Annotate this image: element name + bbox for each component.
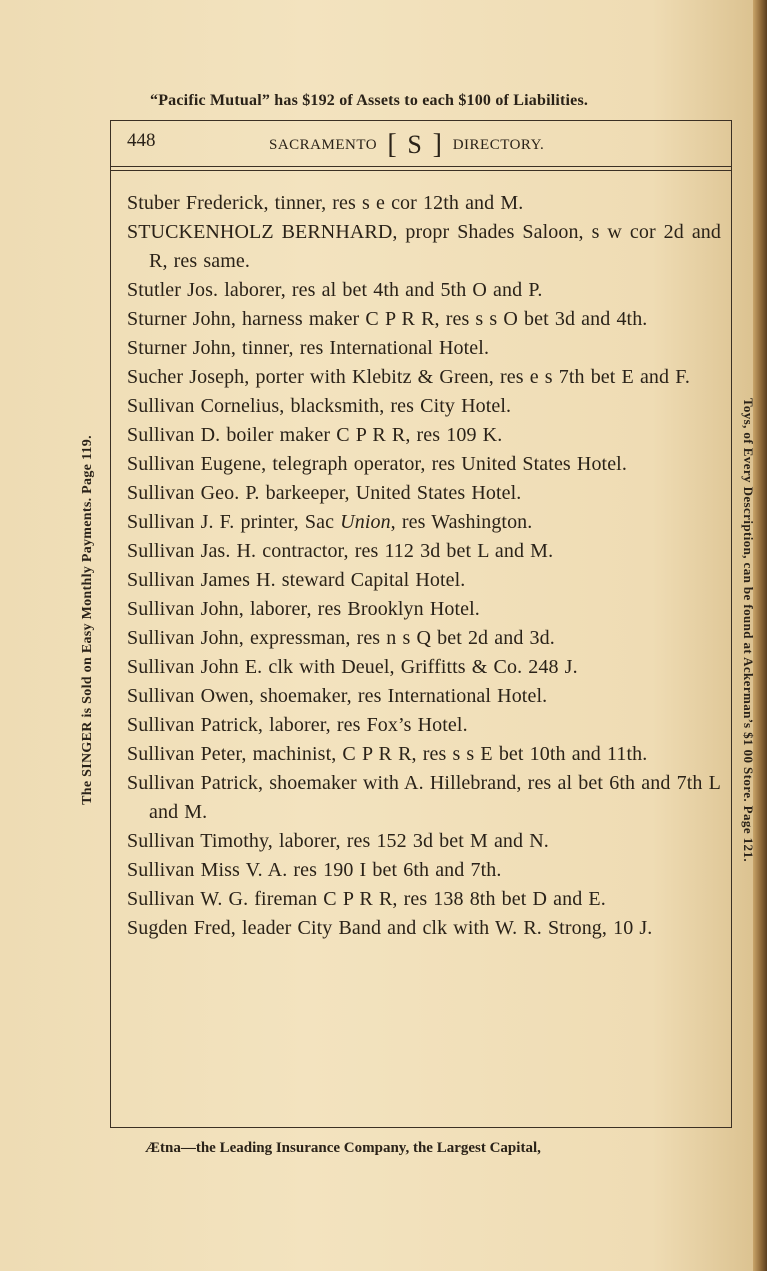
directory-entry: Sullivan D. boiler maker C P R R, res 109 K.: [127, 424, 503, 446]
directory-entry: Sullivan Patrick, laborer, res Fox’s Hotel.: [127, 714, 468, 736]
top-advertisement: “Pacific Mutual” has $192 of Assets to each $100 of Liabilities.: [150, 92, 589, 109]
page-frame: [110, 120, 732, 1128]
directory-entry: Sullivan Geo. P. barkeeper, United States Hotel.: [127, 482, 522, 504]
newspaper-name: Union: [340, 511, 391, 533]
directory-word: DIRECTORY.: [452, 137, 545, 153]
city-name: SACRAMENTO: [269, 137, 378, 153]
directory-entry: Sullivan Patrick, shoemaker with A. Hillebrand, res al bet 6th and 7th L and M.: [127, 772, 721, 823]
directory-entry: Sucher Joseph, porter with Klebitz & Green, res e s 7th bet E and F.: [127, 366, 690, 388]
directory-entries: [127, 189, 721, 943]
page-number: 448: [127, 130, 156, 151]
directory-entry: Sullivan Jas. H. contractor, res 112 3d bet L and M.: [127, 540, 554, 562]
directory-entry: Sullivan Eugene, telegraph operator, res United States Hotel.: [127, 453, 627, 475]
right-margin-advertisement: Toys, of Every Description, can be found at Ackerman’s $1 00 Store. Page 121.: [741, 398, 756, 862]
running-header: [111, 121, 731, 167]
directory-entry: Stuber Frederick, tinner, res s e cor 12th and M.: [127, 192, 524, 214]
running-title: [269, 129, 544, 161]
directory-entry: Sullivan W. G. fireman C P R R, res 138 8th bet D and E.: [127, 888, 606, 910]
close-bracket: ]: [432, 129, 443, 160]
directory-entry: STUCKENHOLZ BERNHARD, propr Shades Saloon, s w cor 2d and R, res same.: [127, 221, 721, 272]
directory-entry: Sugden Fred, leader City Band and clk with W. R. Strong, 10 J.: [127, 917, 653, 939]
section-letter: S: [407, 130, 423, 159]
directory-entry: Sturner John, harness maker C P R R, res s s O bet 3d and 4th.: [127, 308, 648, 330]
directory-entry: Sullivan John, laborer, res Brooklyn Hotel.: [127, 598, 480, 620]
left-margin-advertisement: The SINGER is Sold on Easy Monthly Payments. Page 119.: [80, 435, 95, 805]
directory-entry: Stutler Jos. laborer, res al bet 4th and 5th O and P.: [127, 279, 543, 301]
directory-entry: Sullivan John E. clk with Deuel, Griffitts & Co. 248 J.: [127, 656, 578, 678]
directory-entry: Sullivan John, expressman, res n s Q bet 2d and 3d.: [127, 627, 555, 649]
bottom-advertisement: Ætna—the Leading Insurance Company, the Largest Capital,: [145, 1140, 541, 1156]
directory-entry: Sullivan Miss V. A. res 190 I bet 6th and 7th.: [127, 859, 502, 881]
directory-entry: Sullivan Owen, shoemaker, res International Hotel.: [127, 685, 548, 707]
directory-entry: Sullivan J. F. printer, Sac Union, res Washington.: [127, 511, 533, 533]
directory-entry: Sturner John, tinner, res International Hotel.: [127, 337, 490, 359]
directory-entry: Sullivan James H. steward Capital Hotel.: [127, 569, 466, 591]
open-bracket: [: [387, 129, 398, 160]
directory-entry: Sullivan Cornelius, blacksmith, res City Hotel.: [127, 395, 512, 417]
directory-entry: Sullivan Timothy, laborer, res 152 3d bet M and N.: [127, 830, 549, 852]
directory-entry: Sullivan Peter, machinist, C P R R, res s s E bet 10th and 11th.: [127, 743, 648, 765]
